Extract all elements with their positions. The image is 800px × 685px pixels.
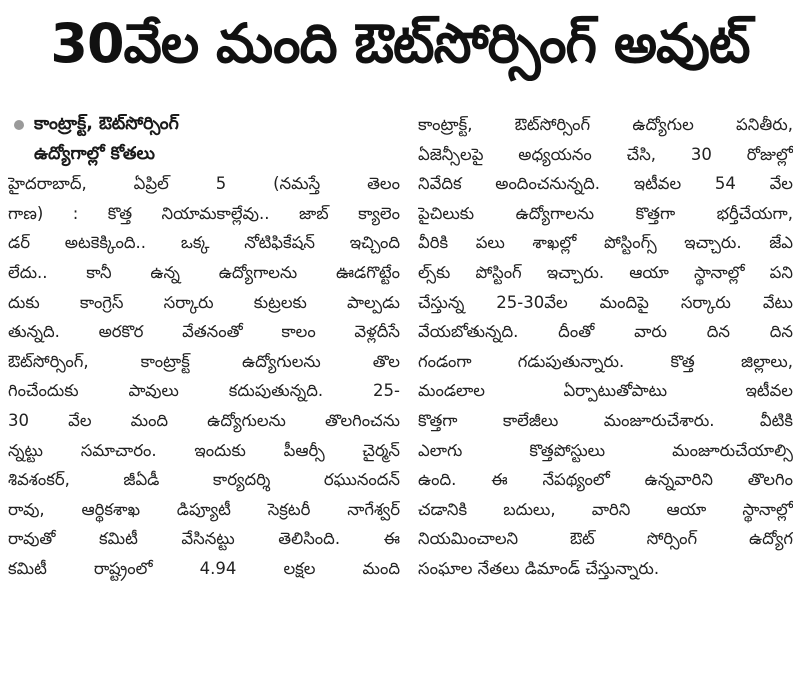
article-line: గాణ) : కొత్త నియామకాల్లేవు.. జాబ్ క్యాలెం <box>8 203 400 223</box>
article-line: గించేందుకు పావులు కదుపుతున్నది. 25- <box>8 381 400 401</box>
article-line: శివశంకర్, జీఏడీ కార్యదర్శి రఘునందన్ <box>8 470 400 490</box>
article-line: రావుతో కమిటీ వేసినట్టు తెలిసింది. ఈ <box>8 529 400 549</box>
article-line: గండంగా గడుపుతున్నారు. కొత్త జిల్లాలు, <box>418 351 793 371</box>
article-left-body <box>8 169 400 583</box>
article-line: రావు, ఆర్థికశాఖ డిప్యూటీ సెక్రటరీ నాగేశ్వర్ <box>8 499 400 519</box>
article-line: 30 వేల మంది ఉద్యోగులను తొలగించను <box>8 410 400 430</box>
article-line: వేయబోతున్నది. దీంతో వారు దిన దిన <box>418 322 793 342</box>
article-line: దుకు కాంగ్రెస్ సర్కారు కుట్రలకు పాల్పడు <box>8 292 400 312</box>
bullet-icon <box>14 120 24 130</box>
article-line: వీరికి పలు శాఖల్లో పోస్టింగ్స్ ఇచ్చారు. జేఎ <box>418 233 793 253</box>
subheadline-line: ఉద్యోగాల్లో కోతలు <box>34 143 155 164</box>
article-line: తున్నది. అరకొర వేతనంతో కాలం వెళ్లదీసే <box>8 322 400 342</box>
article-line: కమిటీ రాష్ట్రంలో 4.94 లక్షల మంది <box>8 558 400 578</box>
article-line: హైదరాబాద్, ఏప్రిల్ 5 (నమస్తే తెలం <box>8 174 400 194</box>
article-line: చడానికి బదులు, వారిని ఆయా స్థానాల్లో <box>418 499 793 519</box>
subheadline <box>8 110 400 169</box>
article-line: నివేదిక అందించనున్నది. ఇటీవల 54 వేల <box>418 174 793 194</box>
article-line: న్నట్టు సమాచారం. ఇందుకు పీఆర్సీ చైర్మన్ <box>8 440 400 460</box>
article-line: కాంట్రాక్ట్, ఔట్‌సోర్సింగ్ ఉద్యోగుల పనితీరు, <box>418 115 793 134</box>
article-line: లేదు.. కానీ ఉన్న ఉద్యోగాలను ఊడగొట్టేం <box>8 262 400 282</box>
article-line: కొత్తగా కాలేజీలు మంజూరుచేశారు. వీటికి <box>418 410 793 430</box>
article-line: సంఘాల నేతలు డిమాండ్ చేస్తున్నారు. <box>418 558 660 578</box>
article-line: పైచిలుకు ఉద్యోగాలను కొత్తగా భర్తీచేయగా, <box>418 203 793 223</box>
article-line: ఏజెన్సీలపై అధ్యయనం చేసి, 30 రోజుల్లో <box>418 144 793 164</box>
article-right-column <box>418 110 793 584</box>
article-line: మండలాల ఏర్పాటుతోపాటు ఇటీవల <box>418 381 793 401</box>
article-line: ఉంది. ఈ నేపథ్యంలో ఉన్నవారిని తొలగిం <box>418 470 793 490</box>
subheadline-line: కాంట్రాక్ట్, ఔట్‌సోర్సింగ్ <box>34 114 179 134</box>
article-line: ఔట్‌సోర్సింగ్, కాంట్రాక్ట్ ఉద్యోగులను తొల <box>8 351 400 371</box>
article-line: ఎలాగు కొత్తపోస్టులు మంజూరుచేయాల్సి <box>418 440 793 460</box>
article-line: ల్స్‌కు పోస్టింగ్ ఇచ్చారు. ఆయా స్థానాల్లో పని <box>418 262 793 282</box>
article-line: నియమించాలని ఔట్ సోర్సింగ్ ఉద్యోగ <box>418 529 793 549</box>
headline: 30వేల మంది ఔట్‌సోర్సింగ్ అవుట్ <box>50 11 750 75</box>
article-left-column <box>8 110 400 584</box>
article-line: చేస్తున్న 25-30వేల మందిపై సర్కారు వేటు <box>418 292 793 312</box>
article-line: డర్ అటకెక్కింది.. ఒక్క నోటిఫికేషన్ ఇచ్చింది <box>8 233 400 253</box>
